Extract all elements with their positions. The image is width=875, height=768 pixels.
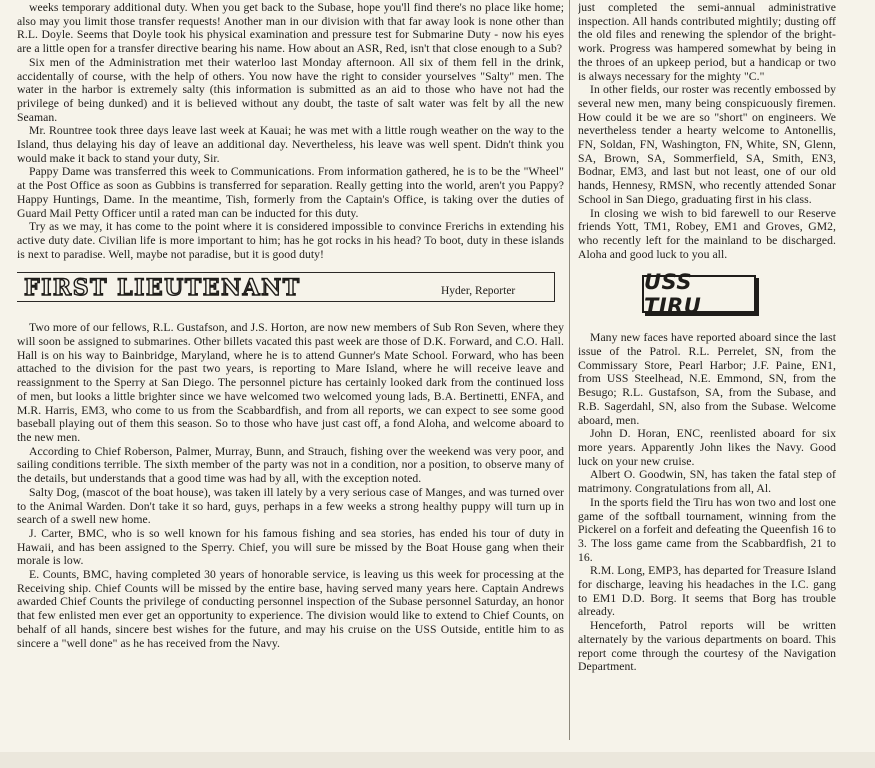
article-paragraph: In closing we wish to bid farewell to our Reserve friends Yott, TM1, Robey, EM1 and Groves, GM2, who recently left for the mainland to be discharged. Aloha and good luck to you all. bbox=[578, 206, 836, 261]
article-paragraph: In other fields, our roster was recently embossed by several new men, many being conspicuously firemen. How could it be we are so "short" on engineers. We nevertheless tender a hearty welcome to Antonellis, FN, Soldan, FN, Washington, FN, White, SN, Glenn, SA, Brown, SA, Sommerfield, SA, Smith, EN3, Bodnar, EM3, and last but not least, one of our old hands, Hennesy, RMSN, who recently attended Sonar School in San Diego, graduating first in his class. bbox=[578, 83, 836, 206]
section-title: USS TIRU bbox=[644, 270, 702, 319]
right-column bbox=[578, 0, 836, 752]
page-edge bbox=[0, 752, 875, 768]
article-paragraph: Try as we may, it has come to the point where it is considered impossible to convince Frerichs in extending his active duty date. Civilian life is more important to him; has he got rocks in his head? To boot, duty in these islands is next to paradise. Well, maybe not paradise, but it is good duty! bbox=[17, 220, 564, 261]
article-paragraph: just completed the semi-annual administrative inspection. All hands contributed mightily; dusting off the old files and renewing the splendor of the bright-work. Progress was hampered somewhat by being in the throes of an upkeep period, but a handicap or two is always necessary for the mighty "C." bbox=[578, 1, 836, 83]
article-paragraph: According to Chief Roberson, Palmer, Murray, Bunn, and Strauch, fishing over the weekend was very poor, and sailing conditions terrible. The sixth member of the party was not in a condition, nor a position, to observe many of the details, but understands that a good time was had by all, with the exception noted. bbox=[17, 444, 564, 486]
article-paragraph: John D. Horan, ENC, reenlisted aboard for six more years. Apparently John likes the Navy. Good luck on your new cruise. bbox=[578, 427, 836, 468]
section-title: FIRST LIEUTENANT bbox=[24, 275, 301, 302]
article-paragraph: R.M. Long, EMP3, has departed for Treasure Island for discharge, leaving his headaches in the I.C. gang to EM1 D.D. Borg. It seems that Borg has trouble already. bbox=[578, 564, 836, 619]
article-paragraph: Henceforth, Patrol reports will be written alternately by the various departments on board. This report come through the courtesy of the Navigation Department. bbox=[578, 619, 836, 674]
article-paragraph: Many new faces have reported aboard since the last issue of the Patrol. R.L. Perrelet, SN, from the Commissary Store, Pearl Harbor; J.F. Paine, EN1, from USS Steelhead, N.E. Emmond, SN, from the Besugo; R.L. Gustafson, SA, from the Subase, and R.B. Sagerdahl, SN, also from the Subase. Welcome aboard, men. bbox=[578, 331, 836, 427]
reporter-byline: Hyder, Reporter bbox=[441, 285, 516, 298]
article-paragraph: J. Carter, BMC, who is so well known for his famous fishing and sea stories, has ended his tour of duty in Hawaii, and has been assigned to the Sperry. Chief, you will sure be missed by the Boat House gang when their morale is low. bbox=[17, 526, 564, 568]
section-title-box bbox=[642, 270, 756, 319]
article-paragraph: Pappy Dame was transferred this week to Communications. From information gathered, he is to be the "Wheel" at the Post Office as soon as Gubbins is transferred for separation. Really getting into the world, aren't you Pappy? Happy Huntings, Dame. In the meantime, Tish, formerly from the Captain's Office, is taking over the duties of Guard Mail Petty Officer until a rated man can be inducted for this duty. bbox=[17, 165, 564, 220]
section-title-box bbox=[17, 272, 555, 302]
article-paragraph: Six men of the Administration met their waterloo last Monday afternoon. All six of them fell in the drink, accidentally of course, with the help of others. You now have the right to consider yourselves "Salty" men. The water in the harbor is extremely salty (this information is submitted as an aid to those who have not had the privilege of being dunked) and it is believed without any doubt, the taste of salt water was felt by all the new Seaman. bbox=[17, 55, 564, 124]
article-paragraph: E. Counts, BMC, having completed 30 years of honorable service, is leaving us this week for processing at the Receiving ship. Chief Counts will be missed by the entire base, having served many years here. Captain Andrews awarded Chief Counts the privilege of conducting personnel inspection of the Subase personnel Saturday, an honor that few enlisted men ever get an opportunity to experience. The division would like to extend to Chief Counts, on behalf of all hands, sincere best wishes for the future, and may his cruise on the USS Outside, entitle him to as sincere a "well done" as he has received from the Navy. bbox=[17, 568, 564, 650]
article-paragraph: Albert O. Goodwin, SN, has taken the fatal step of matrimony. Congratulations from all, Al. bbox=[578, 468, 836, 496]
first-lieutenant-heading bbox=[17, 267, 564, 315]
column-divider bbox=[569, 0, 570, 740]
uss-tiru-heading bbox=[578, 270, 836, 327]
article-paragraph: Salty Dog, (mascot of the boat house), was taken ill lately by a very serious case of Manges, and was turned over to the Animal Warden. Don't take it so hard, guys, perhaps in a few weeks a strong healthy puppy will turn up in search of a swell new home. bbox=[17, 485, 564, 527]
article-paragraph: Two more of our fellows, R.L. Gustafson, and J.S. Horton, are now new members of Sub Ron Seven, where they will soon be assigned to submarines. Other billets vacated this past week are those of D.K. Forward, and C.O. Hall. Hall is on his way to Bainbridge, Maryland, where he is to attend Gunner's Mate School. Forward, who has been attached to the division for the past two years, is reporting to Mare Island, where he will receive leave and reassignment to the Sperry at San Diego. The personnel picture has certainly looked dark from the continued loss of men, but looks a little brighter since we have welcomed two welcomed young lads, B.A. Bertinetti, ENFA, and M.R. Harris, EM3, who come to us from the Scabbardfish, and from all reports, we can expect to see some good baseball playing out of them this season. So to those who have just cast off, a fond Aloha, and welcome aboard to the new men. bbox=[17, 321, 564, 444]
left-column bbox=[17, 0, 564, 752]
article-paragraph: In the sports field the Tiru has won two and lost one game of the softball tournament, winning from the Pickerel on a forfeit and defeating the Queenfish 16 to 3. The loss game came from the Scabbardfish, 21 to 16. bbox=[578, 495, 836, 564]
article-paragraph: weeks temporary additional duty. When you get back to the Subase, hope you'll find there's no place like home; also may you limit those transfer requests! Another man in our division with that far away look is none other than R.L. Doyle. Seems that Doyle took his physical examination and pressure test for Submarine Duty - now his eyes are a little open for a transfer directive bearing his name. How about an ASR, Red, isn't that close enough to a Sub? bbox=[17, 1, 564, 56]
article-paragraph: Mr. Rountree took three days leave last week at Kauai; he was met with a little rough weather on the way to the Island, thus delaying his day of leave an additional day. Nevertheless, his leave was well spent. Didn't think you would make it back to stand your duty, Sir. bbox=[17, 124, 564, 165]
